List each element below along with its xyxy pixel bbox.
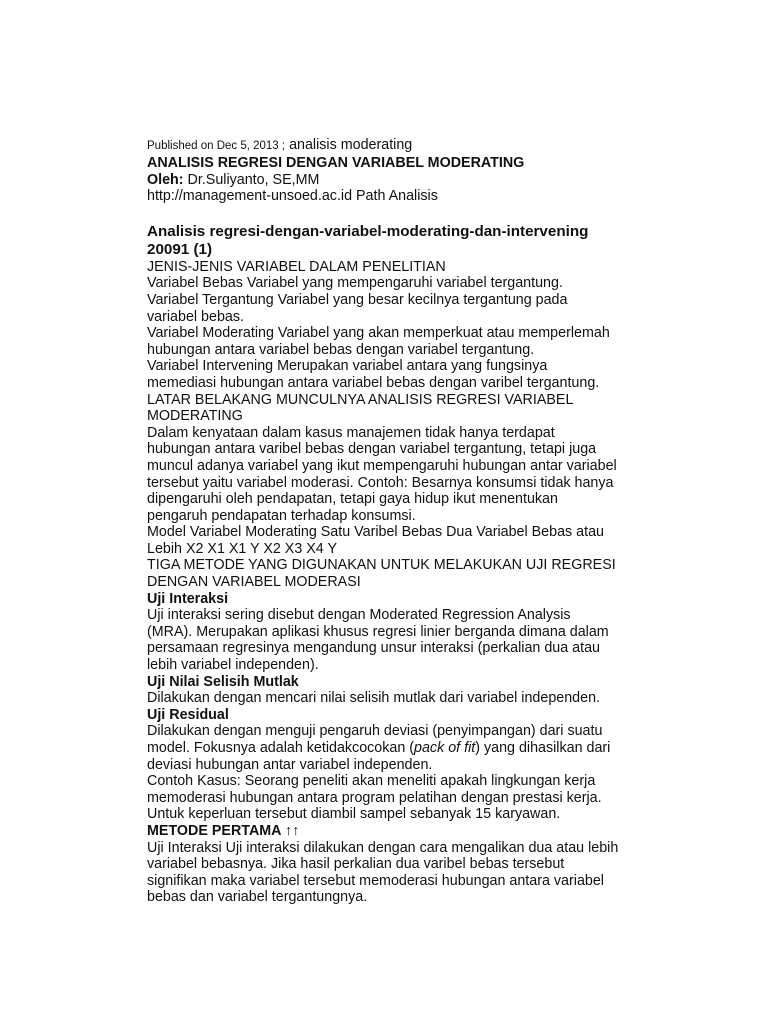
text-line: signifikan maka variabel tersebut memoderasi hubungan antara variabel [147,872,604,889]
published-date: Published on Dec 5, 2013 ; [147,140,286,152]
text-line: tersebut yaitu variabel moderasi. Contoh: Besarnya konsumsi tidak hanya [147,474,614,491]
document-title: ANALISIS REGRESI DENGAN VARIABEL MODERATING [147,154,525,171]
subheading-uji-residual: Uji Residual [147,706,229,723]
subheading-uji-interaksi: Uji Interaksi [147,590,229,607]
subheading-metode-pertama [147,823,667,840]
text-line: hubungan antara variabel bebas dengan variabel tergantung. [147,341,535,358]
text-line: hubungan antara varibel bebas dengan variabel tergantung, tetapi juga [147,441,597,458]
text-line: bebas dan variabel tergantungnya. [147,889,368,906]
published-line [147,137,667,155]
text-line: Model Variabel Moderating Satu Varibel Bebas Dua Variabel Bebas atau [147,524,604,541]
text-line: Variabel Tergantung Variabel yang besar kecilnya tergantung pada [147,291,568,308]
text-line [147,740,667,757]
text-line: Variabel Moderating Variabel yang akan memperkuat atau memperlemah [147,325,610,342]
section-heading-cont: 20091 (1) [147,240,213,258]
text-line: Variabel Intervening Merupakan variabel antara yang fungsinya [147,358,548,375]
text-span: ) yang dihasilkan dari [475,740,611,756]
text-line: Dilakukan dengan menguji pengaruh deviasi (penyimpangan) dari suatu [147,723,603,740]
text-line: memoderasi hubungan antara program pelatihan dengan prestasi kerja. [147,789,602,806]
author-line [147,172,667,189]
text-line: Dalam kenyataan dalam kasus manajemen tidak hanya terdapat [147,424,555,441]
text-line: Uji interaksi sering disebut dengan Moderated Regression Analysis [147,607,571,624]
text-line: muncul adanya variabel yang ikut mempengaruhi hubungan antar variabel [147,457,617,474]
text-line: Untuk keperluan tersebut diambil sampel sebanyak 15 karyawan. [147,806,561,823]
author-name: Dr.Suliyanto, SE,MM [183,171,320,188]
paragraph-heading-cont: MODERATING [147,408,243,425]
text-line: dipengaruhi oleh pendapatan, tetapi gaya hidup ikut menentukan [147,491,558,508]
author-label: Oleh: [147,171,184,188]
text-line: Dilakukan dengan mencari nilai selisih mutlak dari variabel independen. [147,690,600,707]
text-line: Uji Interaksi Uji interaksi dilakukan dengan cara mengalikan dua atau lebih [147,839,619,856]
published-tag: analisis moderating [285,137,413,153]
paragraph-heading: TIGA METODE YANG DIGUNAKAN UNTUK MELAKUKAN UJI REGRESI [147,557,616,574]
text-line: memediasi hubungan antara variabel bebas dengan varibel tergantung. [147,374,600,391]
text-line: variabel bebas. [147,308,244,325]
paragraph-heading: LATAR BELAKANG MUNCULNYA ANALISIS REGRESI VARIABEL [147,391,574,408]
text-line: pengaruh pendapatan terhadap konsumsi. [147,507,416,524]
text-span: model. Fokusnya adalah ketidakcocokan ( [147,740,415,756]
text-line: persamaan regresinya mengandung unsur interaksi (perkalian dua atau [147,640,601,657]
text-line: lebih variabel independen). [147,657,319,674]
text-line: Variabel Bebas Variabel yang mempengaruhi variabel tergantung. [147,275,563,292]
paragraph-heading-cont: DENGAN VARIABEL MODERASI [147,574,361,591]
text-line: deviasi hubungan antar variabel independen. [147,756,433,773]
source-url-line: http://management-unsoed.ac.id Path Analisis [147,188,438,205]
subheading-uji-nilai-selisih: Uji Nilai Selisih Mutlak [147,673,299,690]
text-line: Contoh Kasus: Seorang peneliti akan meneliti apakah lingkungan kerja [147,773,596,790]
paragraph-heading: JENIS-JENIS VARIABEL DALAM PENELITIAN [147,258,446,275]
text-line: variabel bebasnya. Jika hasil perkalian dua varibel bebas tersebut [147,856,565,873]
section-heading: Analisis regresi-dengan-variabel-moderating-dan-intervening [147,222,589,240]
text-line: (MRA). Merupakan aplikasi khusus regresi linier berganda dimana dalam [147,623,609,640]
document-content [147,137,667,906]
italic-term: pack of fit [414,740,476,756]
text-line: Lebih X2 X1 X1 Y X2 X3 X4 Y [147,540,337,557]
metode-title: METODE PERTAMA [147,822,281,839]
up-arrows-icon: ↑↑ [284,822,300,839]
